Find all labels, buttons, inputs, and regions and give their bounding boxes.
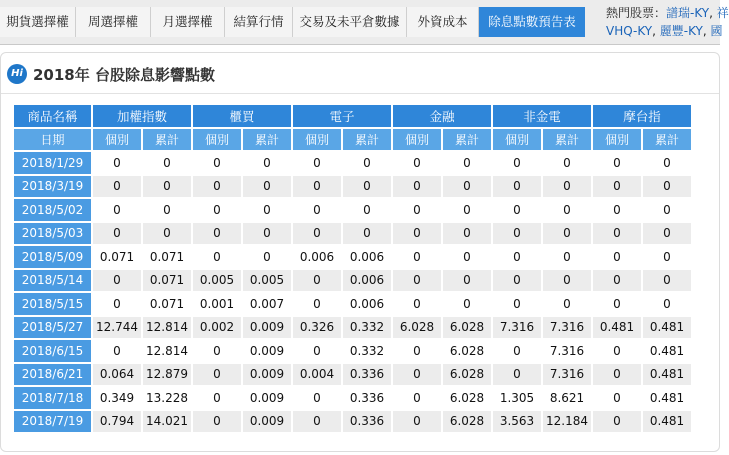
row-date: 2018/7/18 xyxy=(14,387,91,409)
table-cell: 0 xyxy=(243,152,291,174)
table-cell: 0 xyxy=(593,270,641,292)
row-date: 2018/5/27 xyxy=(14,317,91,339)
table-cell: 0 xyxy=(293,176,341,198)
table-cell: 0 xyxy=(143,223,191,245)
sub-header-cumulative: 累計 xyxy=(443,129,491,151)
table-cell: 0 xyxy=(593,223,641,245)
table-cell: 12.879 xyxy=(143,364,191,386)
table-cell: 0 xyxy=(643,223,691,245)
table-cell: 14.021 xyxy=(143,411,191,433)
table-cell: 3.563 xyxy=(493,411,541,433)
table-cell: 0 xyxy=(93,176,141,198)
table-cell: 0.481 xyxy=(643,317,691,339)
table-cell: 0 xyxy=(193,223,241,245)
table-cell: 0 xyxy=(343,152,391,174)
table-cell: 0.794 xyxy=(93,411,141,433)
table-cell: 0 xyxy=(293,270,341,292)
table-cell: 0 xyxy=(443,176,491,198)
table-cell: 6.028 xyxy=(443,387,491,409)
table-cell: 0 xyxy=(543,223,591,245)
table-cell: 0 xyxy=(193,364,241,386)
table-cell: 12.184 xyxy=(543,411,591,433)
table-cell: 0.006 xyxy=(343,293,391,315)
table-cell: 13.228 xyxy=(143,387,191,409)
table-row xyxy=(14,411,691,433)
hot-stocks xyxy=(606,4,729,44)
table-cell: 0.336 xyxy=(343,411,391,433)
table-row xyxy=(14,223,691,245)
row-date: 2018/1/29 xyxy=(14,152,91,174)
table-cell: 0.006 xyxy=(343,246,391,268)
sub-header-cumulative: 累計 xyxy=(143,129,191,151)
table-cell: 0 xyxy=(293,293,341,315)
table-cell: 0.332 xyxy=(343,340,391,362)
table-row xyxy=(14,387,691,409)
table-cell: 0 xyxy=(443,293,491,315)
table-cell: 0 xyxy=(543,199,591,221)
table-cell: 0 xyxy=(93,152,141,174)
row-date: 2018/5/02 xyxy=(14,199,91,221)
hot-stock-link[interactable]: 麗豐-KY xyxy=(659,24,703,38)
table-cell: 0 xyxy=(493,152,541,174)
group-header-row xyxy=(14,105,691,127)
table-cell: 0 xyxy=(593,246,641,268)
table-cell: 0.006 xyxy=(293,246,341,268)
table-cell: 0 xyxy=(193,340,241,362)
table-cell: 12.814 xyxy=(143,340,191,362)
table-cell: 0.071 xyxy=(143,246,191,268)
table-cell: 0 xyxy=(193,246,241,268)
hot-stock-link[interactable]: VHQ-KY xyxy=(606,24,653,38)
hot-stock-separator: , xyxy=(652,24,656,38)
table-cell: 0 xyxy=(143,176,191,198)
table-cell: 0.009 xyxy=(243,411,291,433)
table-cell: 0 xyxy=(543,270,591,292)
tab-open-interest[interactable]: 交易及未平倉數據 xyxy=(293,7,407,37)
table-cell: 0 xyxy=(493,199,541,221)
table-cell: 0.009 xyxy=(243,364,291,386)
table-cell: 0 xyxy=(243,176,291,198)
table-cell: 0 xyxy=(393,176,441,198)
tab-ex-dividend-points[interactable]: 除息點數預告表 xyxy=(479,7,585,37)
row-date: 2018/6/21 xyxy=(14,364,91,386)
ex-dividend-panel xyxy=(0,52,720,452)
table-row xyxy=(14,199,691,221)
table-cell: 0.009 xyxy=(243,340,291,362)
table-cell: 0 xyxy=(393,199,441,221)
group-header: 摩台指 xyxy=(593,105,691,127)
tab-settlement[interactable]: 結算行情 xyxy=(225,7,293,37)
table-cell: 0 xyxy=(293,152,341,174)
table-cell: 0.071 xyxy=(143,293,191,315)
sub-header-individual: 個別 xyxy=(93,129,141,151)
table-cell: 0 xyxy=(593,176,641,198)
table-row xyxy=(14,364,691,386)
table-cell: 0 xyxy=(93,293,141,315)
panel-title: 2018年 台股除息影響點數 xyxy=(33,66,215,84)
table-cell: 6.028 xyxy=(443,340,491,362)
table-cell: 0 xyxy=(93,270,141,292)
table-cell: 7.316 xyxy=(543,317,591,339)
table-cell: 0 xyxy=(393,223,441,245)
table-cell: 0 xyxy=(193,199,241,221)
table-cell: 0 xyxy=(643,293,691,315)
sub-header-individual: 個別 xyxy=(393,129,441,151)
table-cell: 0 xyxy=(493,176,541,198)
table-cell: 0 xyxy=(343,199,391,221)
table-cell: 0 xyxy=(193,411,241,433)
tab-futures-options[interactable]: 期貨選擇權 xyxy=(0,7,76,37)
table-cell: 0.009 xyxy=(243,387,291,409)
table-cell: 6.028 xyxy=(443,317,491,339)
table-cell: 0.336 xyxy=(343,364,391,386)
table-cell: 12.814 xyxy=(143,317,191,339)
table-cell: 7.316 xyxy=(543,340,591,362)
row-date: 2018/5/09 xyxy=(14,246,91,268)
table-cell: 0 xyxy=(293,223,341,245)
table-cell: 0 xyxy=(393,270,441,292)
group-header: 非金電 xyxy=(493,105,591,127)
table-cell: 0 xyxy=(193,152,241,174)
sub-header-cumulative: 累計 xyxy=(643,129,691,151)
hot-stock-separator: , xyxy=(702,24,707,38)
sub-header-row xyxy=(14,129,691,151)
hot-stocks-label: 熱門股票： xyxy=(606,6,667,20)
sub-header-individual: 個別 xyxy=(293,129,341,151)
table-cell: 0 xyxy=(243,199,291,221)
table-cell: 0.481 xyxy=(593,317,641,339)
table-cell: 0.332 xyxy=(343,317,391,339)
table-row xyxy=(14,340,691,362)
table-cell: 0 xyxy=(193,176,241,198)
tab-monthly-options[interactable]: 月選擇權 xyxy=(151,7,225,37)
table-cell: 0 xyxy=(193,387,241,409)
table-cell: 0 xyxy=(543,246,591,268)
table-cell: 0.005 xyxy=(193,270,241,292)
hot-stock-link[interactable]: 譜瑞-KY xyxy=(666,6,710,20)
row-date: 2018/5/15 xyxy=(14,293,91,315)
table-cell: 0 xyxy=(393,246,441,268)
table-cell: 7.316 xyxy=(543,364,591,386)
table-cell: 0 xyxy=(493,223,541,245)
group-header: 加權指數 xyxy=(93,105,191,127)
row-date: 2018/5/03 xyxy=(14,223,91,245)
table-cell: 0 xyxy=(643,152,691,174)
table-cell: 8.621 xyxy=(543,387,591,409)
table-cell: 0.002 xyxy=(193,317,241,339)
group-header: 電子 xyxy=(293,105,391,127)
table-cell: 0 xyxy=(643,176,691,198)
table-cell: 0.071 xyxy=(93,246,141,268)
tab-foreign-cost[interactable]: 外資成本 xyxy=(407,7,479,37)
hot-stock-link[interactable]: 祥 xyxy=(716,6,729,20)
table-row xyxy=(14,152,691,174)
table-cell: 0 xyxy=(343,223,391,245)
table-cell: 12.744 xyxy=(93,317,141,339)
table-cell: 0 xyxy=(493,246,541,268)
table-body xyxy=(14,152,691,432)
table-cell: 0 xyxy=(443,199,491,221)
table-cell: 0 xyxy=(243,223,291,245)
panel-header xyxy=(1,53,719,94)
table-cell: 0 xyxy=(493,364,541,386)
table-cell: 0.481 xyxy=(643,340,691,362)
row-date: 2018/3/19 xyxy=(14,176,91,198)
table-cell: 0 xyxy=(593,411,641,433)
table-cell: 0 xyxy=(93,340,141,362)
ex-dividend-table xyxy=(12,103,693,434)
table-cell: 0.481 xyxy=(643,411,691,433)
sub-header-cumulative: 累計 xyxy=(543,129,591,151)
table-cell: 0 xyxy=(593,387,641,409)
table-cell: 0 xyxy=(493,293,541,315)
table-cell: 0 xyxy=(293,340,341,362)
table-cell: 0 xyxy=(393,387,441,409)
table-cell: 0.336 xyxy=(343,387,391,409)
sub-header-individual: 個別 xyxy=(493,129,541,151)
table-cell: 0.009 xyxy=(243,317,291,339)
table-cell: 0 xyxy=(243,246,291,268)
corner-product-name: 商品名稱 xyxy=(14,105,91,127)
table-cell: 0 xyxy=(393,293,441,315)
sub-header-individual: 個別 xyxy=(593,129,641,151)
table-cell: 0.006 xyxy=(343,270,391,292)
table-cell: 7.316 xyxy=(493,317,541,339)
table-cell: 0 xyxy=(643,270,691,292)
row-date: 2018/7/19 xyxy=(14,411,91,433)
hot-stock-link[interactable]: 國 xyxy=(710,24,723,38)
table-cell: 0 xyxy=(493,340,541,362)
table-row xyxy=(14,270,691,292)
table-cell: 6.028 xyxy=(443,411,491,433)
table-cell: 0 xyxy=(543,293,591,315)
table-cell: 0 xyxy=(93,199,141,221)
table-cell: 0 xyxy=(643,199,691,221)
table-cell: 0 xyxy=(443,246,491,268)
table-cell: 0.001 xyxy=(193,293,241,315)
table-cell: 0 xyxy=(543,152,591,174)
table-cell: 6.028 xyxy=(443,364,491,386)
sub-header-cumulative: 累計 xyxy=(343,129,391,151)
table-cell: 6.028 xyxy=(393,317,441,339)
corner-date: 日期 xyxy=(14,129,91,151)
table-cell: 0 xyxy=(393,411,441,433)
table-cell: 0.064 xyxy=(93,364,141,386)
table-cell: 0.326 xyxy=(293,317,341,339)
row-date: 2018/6/15 xyxy=(14,340,91,362)
table-cell: 0.481 xyxy=(643,387,691,409)
group-header: 金融 xyxy=(393,105,491,127)
table-cell: 0.005 xyxy=(243,270,291,292)
table-cell: 0.481 xyxy=(643,364,691,386)
table-cell: 0 xyxy=(443,152,491,174)
top-nav-bar xyxy=(0,0,729,45)
table-cell: 0 xyxy=(443,270,491,292)
table-cell: 0 xyxy=(593,340,641,362)
table-cell: 0 xyxy=(493,270,541,292)
tab-weekly-options[interactable]: 周選擇權 xyxy=(76,7,151,37)
hot-stock-separator: , xyxy=(709,6,713,20)
group-header: 櫃買 xyxy=(193,105,291,127)
table-cell: 0 xyxy=(293,199,341,221)
table-cell: 0 xyxy=(593,293,641,315)
table-cell: 0 xyxy=(393,152,441,174)
table-cell: 0.007 xyxy=(243,293,291,315)
table-cell: 0 xyxy=(143,152,191,174)
table-cell: 0 xyxy=(293,387,341,409)
table-row xyxy=(14,317,691,339)
table-cell: 0.349 xyxy=(93,387,141,409)
table-cell: 0 xyxy=(593,364,641,386)
sub-header-cumulative: 累計 xyxy=(243,129,291,151)
hi-logo-icon: Hi xyxy=(7,64,27,84)
table-cell: 0 xyxy=(543,176,591,198)
table-cell: 0 xyxy=(593,152,641,174)
table-cell: 0 xyxy=(393,364,441,386)
table-cell: 0 xyxy=(343,176,391,198)
table-cell: 0 xyxy=(643,246,691,268)
table-cell: 0 xyxy=(443,223,491,245)
table-cell: 0.071 xyxy=(143,270,191,292)
sub-header-individual: 個別 xyxy=(193,129,241,151)
table-row xyxy=(14,176,691,198)
row-date: 2018/5/14 xyxy=(14,270,91,292)
table-row xyxy=(14,246,691,268)
table-cell: 0 xyxy=(393,340,441,362)
table-row xyxy=(14,293,691,315)
table-cell: 0 xyxy=(143,199,191,221)
table-cell: 0 xyxy=(593,199,641,221)
table-cell: 0 xyxy=(93,223,141,245)
table-cell: 0.004 xyxy=(293,364,341,386)
table-cell: 1.305 xyxy=(493,387,541,409)
table-cell: 0 xyxy=(293,411,341,433)
